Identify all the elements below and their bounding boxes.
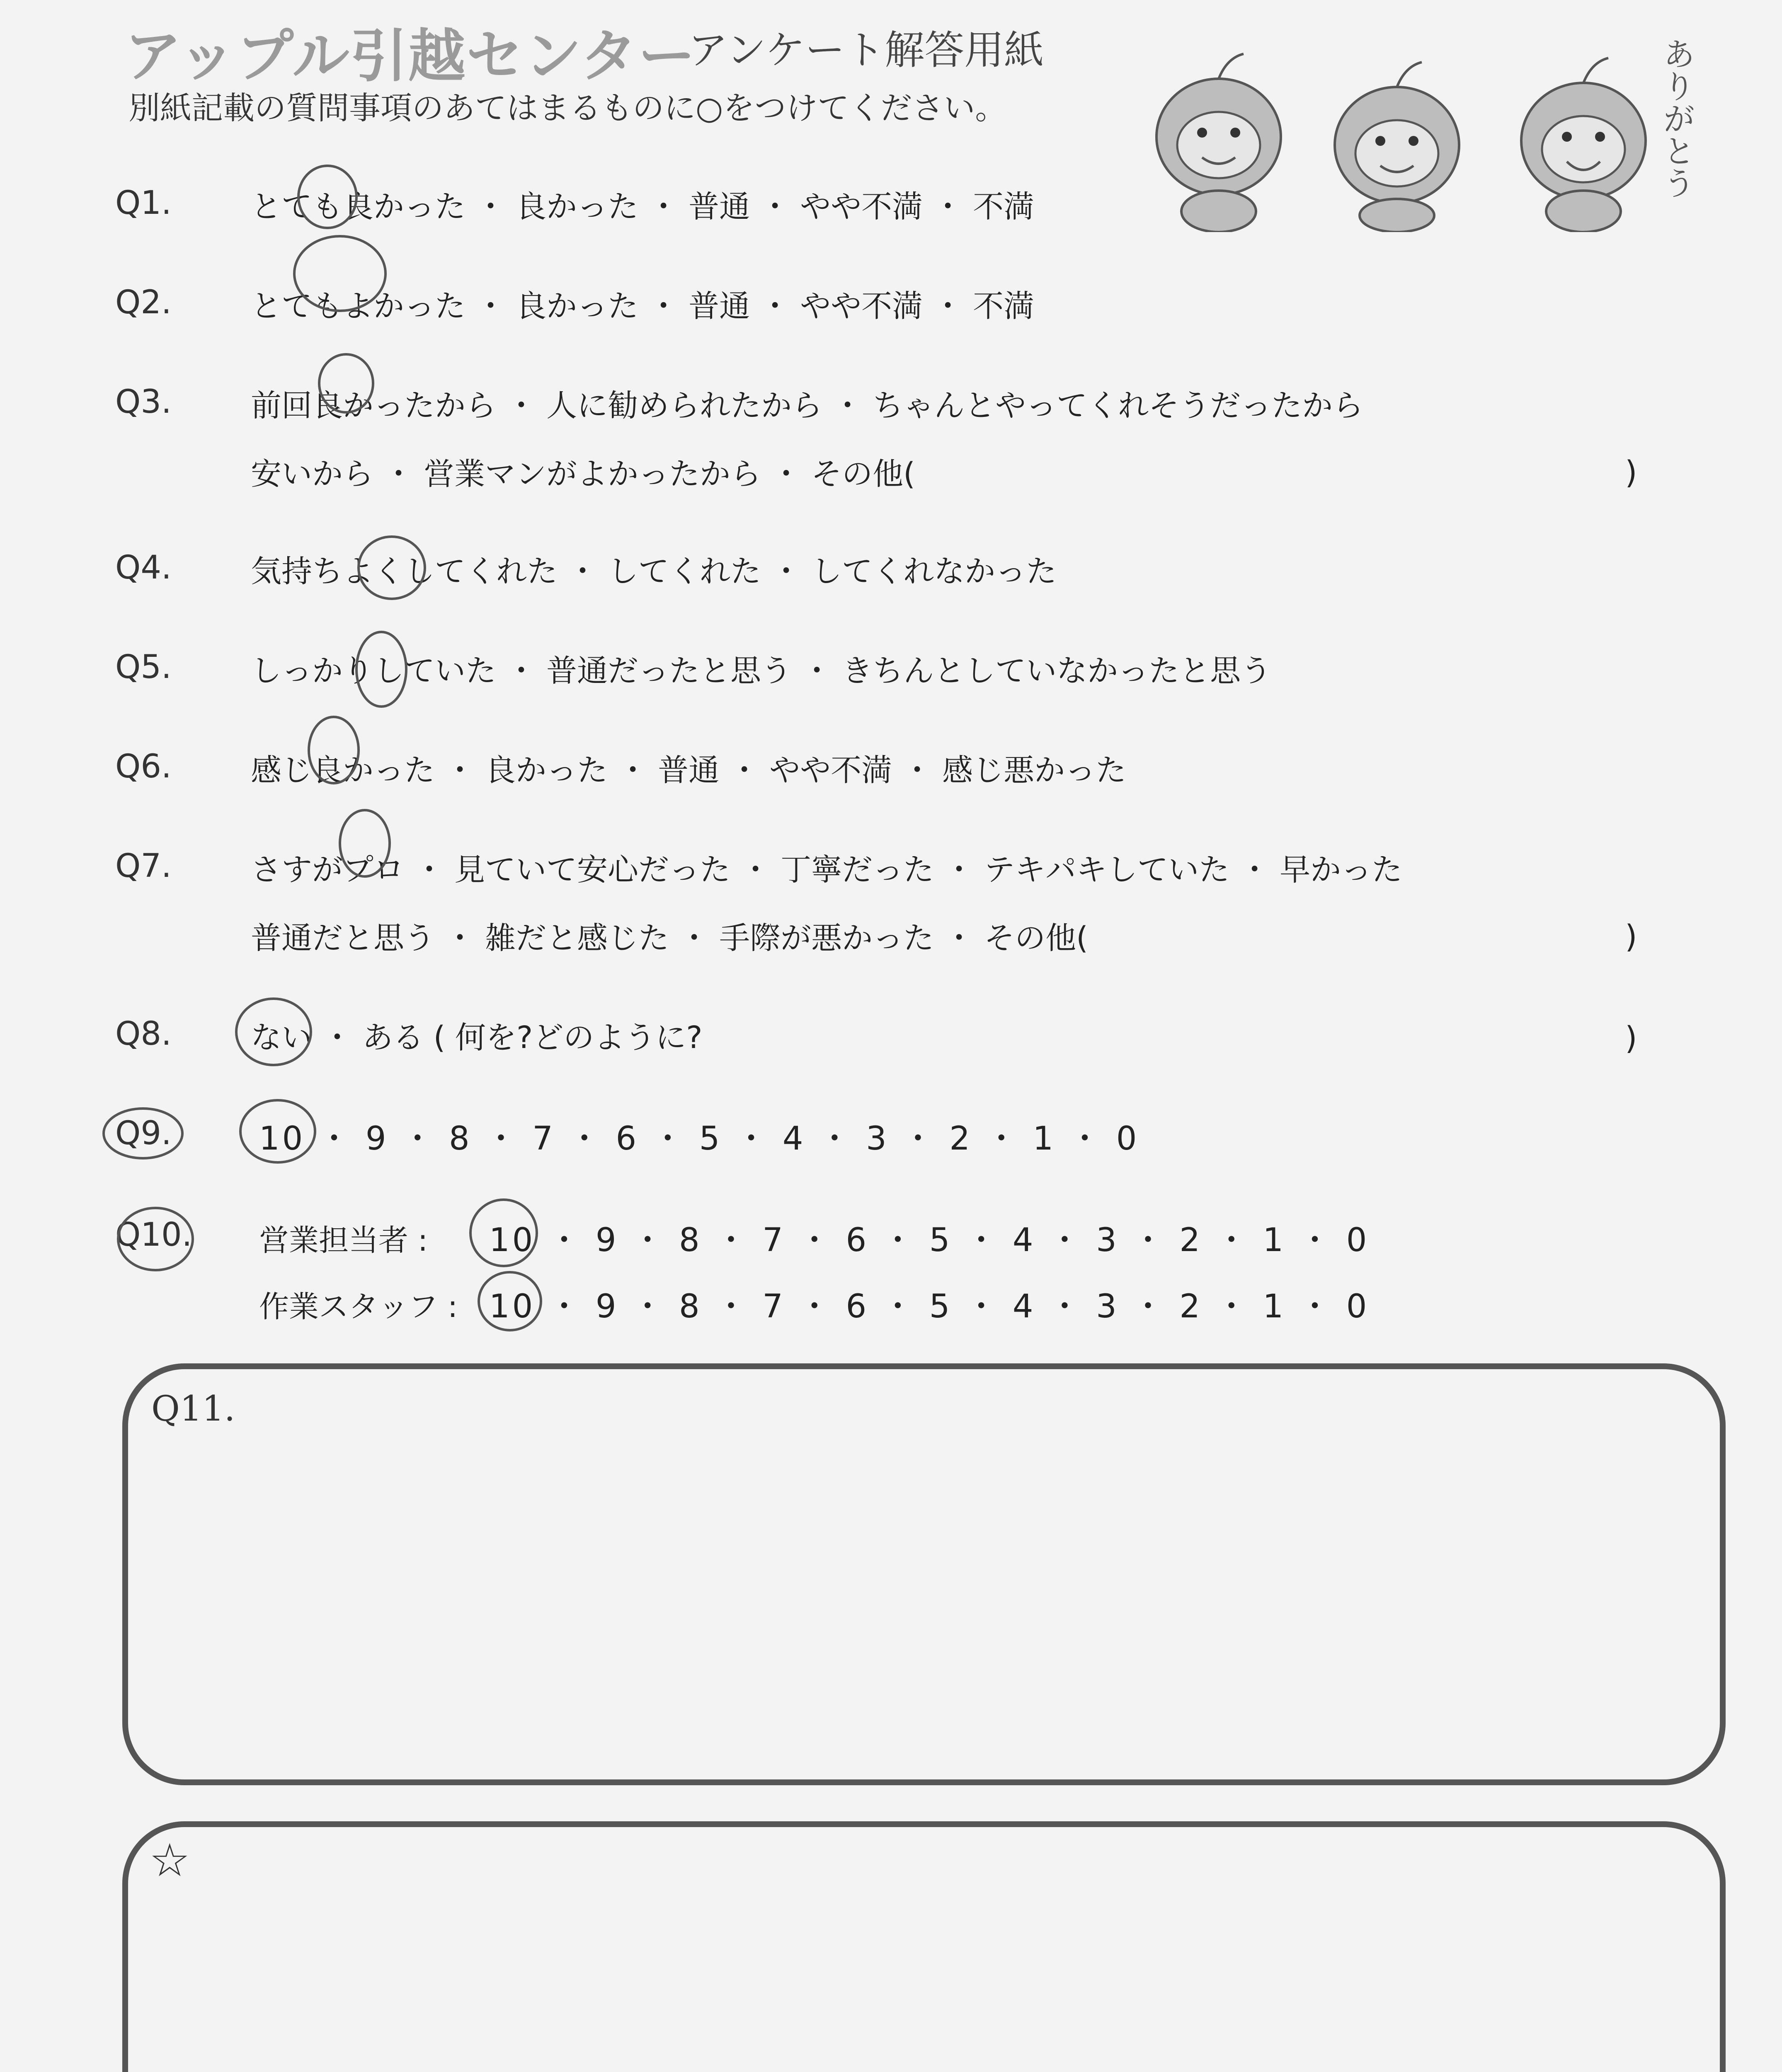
q3-paren-close: ) [1625, 454, 1637, 491]
q5-label: Q5. [115, 649, 172, 686]
q1-label: Q1. [115, 184, 172, 222]
q4-options[interactable]: 気持ちよくしてくれた ・ してくれた ・ してくれなかった [251, 554, 1057, 589]
star-comment-box[interactable] [122, 1821, 1726, 2072]
q7-label: Q7. [115, 847, 172, 885]
q6-label: Q6. [115, 748, 172, 785]
q10-sales-scale[interactable]: 10 ・ 9 ・ 8 ・ 7 ・ 6 ・ 5 ・ 4 ・ 3 ・ 2 ・ 1 ・ 0 [489, 1222, 1370, 1259]
q7-paren-close: ) [1625, 918, 1637, 955]
q7-options-line1[interactable]: さすがプロ ・ 見ていて安心だった ・ 丁寧だった ・ テキパキしていた ・ 早かった [251, 852, 1403, 888]
q2-options[interactable]: とてもよかった ・ 良かった ・ 普通 ・ やや不満 ・ 不満 [251, 288, 1035, 324]
q9-scale[interactable]: 10 ・ 9 ・ 8 ・ 7 ・ 6 ・ 5 ・ 4 ・ 3 ・ 2 ・ 1 ・ 0 [259, 1120, 1140, 1157]
q3-options-line1[interactable]: 前回良かったから ・ 人に勧められたから ・ ちゃんとやってくれそうだったから [251, 388, 1364, 424]
q10-staff-label: 作業スタッフ : [259, 1289, 458, 1324]
q10-staff-scale[interactable]: 10 ・ 9 ・ 8 ・ 7 ・ 6 ・ 5 ・ 4 ・ 3 ・ 2 ・ 1 ・ 0 [489, 1288, 1370, 1325]
star-label: ☆ [149, 1834, 190, 1887]
q10-sales-label: 営業担当者 : [259, 1223, 428, 1258]
q7-options-line2[interactable]: 普通だと思う ・ 雑だと感じた ・ 手際が悪かった ・ その他( [251, 920, 1089, 956]
q8-paren-close: ) [1625, 1019, 1637, 1056]
q6-options[interactable]: 感じ良かった ・ 良かった ・ 普通 ・ やや不満 ・ 感じ悪かった [251, 753, 1127, 788]
q9-label: Q9. [115, 1115, 172, 1152]
q11-comment-box[interactable] [122, 1363, 1726, 1785]
q10-label: Q10. [115, 1216, 192, 1254]
q3-label: Q3. [115, 383, 172, 421]
q11-label: Q11. [151, 1388, 235, 1429]
q8-options[interactable]: ない ・ ある ( 何を?どのように? [251, 1020, 703, 1055]
form-subtitle: アンケート解答用紙 [688, 27, 1044, 73]
q1-options[interactable]: とても良かった ・ 良かった ・ 普通 ・ やや不満 ・ 不満 [251, 189, 1035, 225]
q4-label: Q4. [115, 549, 172, 586]
instruction-text: 別紙記載の質問事項のあてはまるものに○をつけてください。 [128, 90, 1007, 126]
q3-options-line2[interactable]: 安いから ・ 営業マンがよかったから ・ その他( [251, 456, 915, 492]
q5-options[interactable]: しっかりしていた ・ 普通だったと思う ・ きちんとしていなかったと思う [251, 653, 1272, 689]
company-title: アップル引越センター [124, 23, 696, 90]
q8-label: Q8. [115, 1015, 172, 1053]
q2-label: Q2. [115, 284, 172, 321]
mascot-caption: ありがとう [1658, 37, 1695, 199]
